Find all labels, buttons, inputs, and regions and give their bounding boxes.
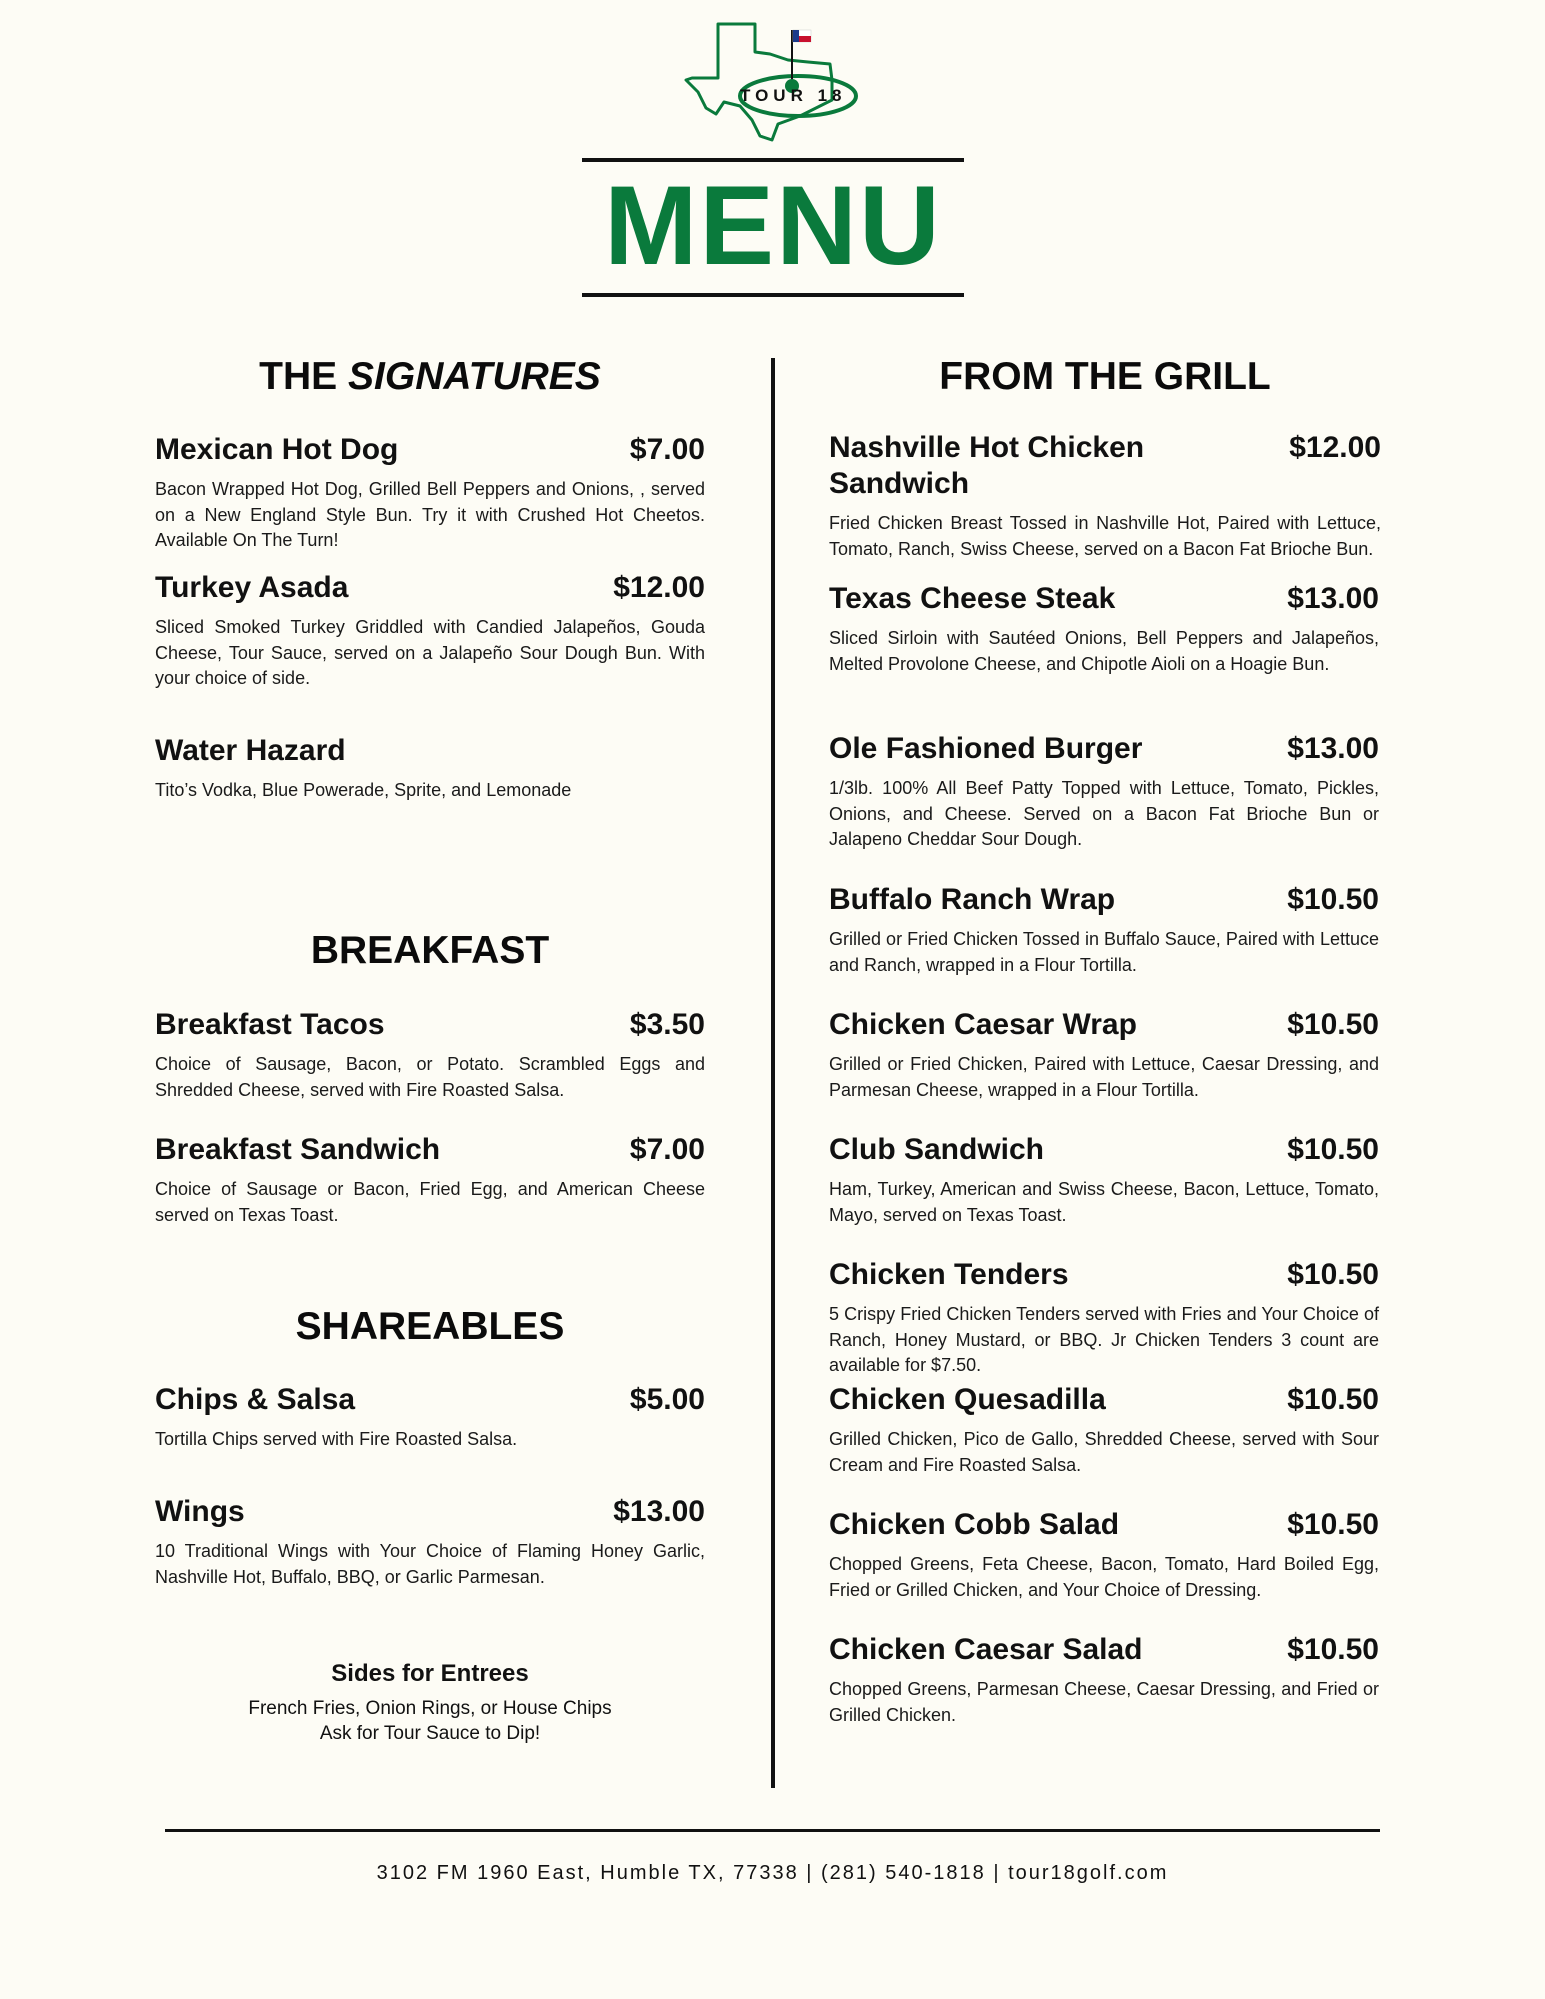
item-name: Club Sandwich: [829, 1133, 1045, 1166]
item-price: $10.50: [1287, 1008, 1379, 1041]
item-price: $10.50: [1287, 1633, 1379, 1666]
item-description: Grilled Chicken, Pico de Gallo, Shredded Cheese, served with Sour Cream and Fire Roasted Salsa.: [829, 1429, 1379, 1475]
item-name: Mexican Hot Dog: [155, 433, 399, 466]
item-price: $12.00: [1289, 431, 1381, 464]
menu-item: [829, 1382, 1379, 1478]
item-description: Ham, Turkey, American and Swiss Cheese, Bacon, Lettuce, Tomato, Mayo, served on Texas Toast.: [829, 1179, 1379, 1225]
item-price: $13.00: [1287, 732, 1379, 765]
section-title-signatures: THE SIGNATURES: [259, 355, 601, 398]
section-title-grill: FROM THE GRILL: [939, 355, 1271, 398]
sides-block: [155, 1660, 705, 1746]
item-description: 5 Crispy Fried Chicken Tenders served with Fries and Your Choice of Ranch, Honey Mustard, or BBQ. Jr Chicken Tenders 3 count are available for $7.50.: [829, 1304, 1379, 1375]
title-rule-top: [582, 158, 964, 162]
item-name: Chicken Cobb Salad: [829, 1508, 1120, 1541]
item-description: 10 Traditional Wings with Your Choice of Flaming Honey Garlic, Nashville Hot, Buffalo, BBQ, or Garlic Parmesan.: [155, 1541, 705, 1587]
item-name: Chicken Tenders: [829, 1258, 1069, 1291]
sides-line: French Fries, Onion Rings, or House Chips: [248, 1698, 612, 1719]
menu-item: [155, 432, 705, 554]
item-price: $10.50: [1287, 1383, 1379, 1416]
item-price: $13.00: [613, 1495, 705, 1528]
item-price: $7.00: [629, 1133, 705, 1166]
menu-item: [829, 1132, 1379, 1228]
logo-text: TOUR 18: [740, 86, 847, 105]
item-description: Choice of Sausage, Bacon, or Potato. Scrambled Eggs and Shredded Cheese, served with Fire Roasted Salsa.: [155, 1054, 705, 1100]
item-name: Chips & Salsa: [155, 1383, 356, 1416]
item-name: Chicken Caesar Salad: [829, 1633, 1143, 1666]
menu-item: [829, 731, 1379, 853]
menu-item: [829, 581, 1379, 677]
tour18-logo: [680, 20, 870, 145]
footer-rule: [165, 1829, 1380, 1832]
menu-item: [155, 570, 705, 692]
item-description: Chopped Greens, Feta Cheese, Bacon, Tomato, Hard Boiled Egg, Fried or Grilled Chicken, and Your Choice of Dressing.: [829, 1554, 1379, 1600]
item-name: Breakfast Tacos: [155, 1008, 385, 1041]
menu-item: [155, 1494, 705, 1590]
item-description: Tito’s Vodka, Blue Powerade, Sprite, and Lemonade: [155, 780, 572, 800]
item-price: $10.50: [1287, 1508, 1379, 1541]
menu-item: [155, 1382, 705, 1453]
item-name: Breakfast Sandwich: [155, 1133, 441, 1166]
item-description: Tortilla Chips served with Fire Roasted Salsa.: [155, 1429, 518, 1449]
item-name: Chicken Quesadilla: [829, 1383, 1106, 1416]
page-title: MENU: [604, 163, 942, 288]
item-name: Turkey Asada: [155, 571, 349, 604]
footer-contact: 3102 FM 1960 East, Humble TX, 77338 | (281) 540-1818 | tour18golf.com: [376, 1862, 1169, 1884]
item-price: $12.00: [613, 571, 705, 604]
item-name: Buffalo Ranch Wrap: [829, 883, 1116, 916]
item-description: Choice of Sausage or Bacon, Fried Egg, and American Cheese served on Texas Toast.: [155, 1179, 705, 1225]
item-name: Wings: [155, 1495, 245, 1528]
item-price: $10.50: [1287, 1133, 1379, 1166]
item-description: Sliced Smoked Turkey Griddled with Candied Jalapeños, Gouda Cheese, Tour Sauce, served on a Jalapeño Sour Dough Bun. With your choice of side.: [155, 617, 705, 688]
item-name: Texas Cheese Steak: [829, 582, 1116, 615]
item-name: Nashville Hot Chicken Sandwich: [829, 431, 1145, 500]
item-description: Fried Chicken Breast Tossed in Nashville Hot, Paired with Lettuce, Tomato, Ranch, Swiss Cheese, served on a Bacon Fat Brioche Bun.: [829, 513, 1381, 559]
item-name: Water Hazard: [155, 734, 346, 767]
item-price: $13.00: [1287, 582, 1379, 615]
menu-item: [829, 1257, 1379, 1379]
menu-item: [829, 430, 1381, 562]
item-description: Grilled or Fried Chicken, Paired with Lettuce, Caesar Dressing, and Parmesan Cheese, wrapped in a Flour Tortilla.: [829, 1054, 1379, 1100]
item-description: 1/3lb. 100% All Beef Patty Topped with Lettuce, Tomato, Pickles, Onions, and Cheese. Served on a Bacon Fat Brioche Bun or Jalapeno Cheddar Sour Dough.: [829, 778, 1379, 849]
item-price: $10.50: [1287, 883, 1379, 916]
section-title-breakfast: BREAKFAST: [310, 929, 550, 972]
item-description: Sliced Sirloin with Sautéed Onions, Bell Peppers and Jalapeños, Melted Provolone Cheese, and Chipotle Aioli on a Hoagie Bun.: [829, 628, 1379, 674]
menu-item: [829, 1007, 1379, 1103]
menu-item: [829, 1507, 1379, 1603]
sides-title: Sides for Entrees: [331, 1660, 529, 1687]
section-title-shareables: SHAREABLES: [295, 1305, 565, 1348]
item-price: $7.00: [629, 433, 705, 466]
item-name: Ole Fashioned Burger: [829, 732, 1143, 765]
item-description: Chopped Greens, Parmesan Cheese, Caesar Dressing, and Fried or Grilled Chicken.: [829, 1679, 1379, 1725]
item-price: $10.50: [1287, 1258, 1379, 1291]
menu-item: [155, 1007, 705, 1103]
menu-item: [829, 1632, 1379, 1728]
menu-item: [829, 882, 1379, 978]
menu-item: [155, 733, 705, 804]
item-name: Chicken Caesar Wrap: [829, 1008, 1137, 1041]
item-price: $5.00: [629, 1383, 705, 1416]
column-divider: [771, 358, 775, 1788]
title-rule-bottom: [582, 293, 964, 297]
sides-line: Ask for Tour Sauce to Dip!: [319, 1723, 541, 1744]
item-price: $3.50: [629, 1008, 705, 1041]
item-description: Bacon Wrapped Hot Dog, Grilled Bell Peppers and Onions, , served on a New England Style Bun. Try it with Crushed Hot Cheetos. Available On The Turn!: [155, 479, 705, 550]
item-description: Grilled or Fried Chicken Tossed in Buffalo Sauce, Paired with Lettuce and Ranch, wrapped in a Flour Tortilla.: [829, 929, 1379, 975]
menu-item: [155, 1132, 705, 1228]
